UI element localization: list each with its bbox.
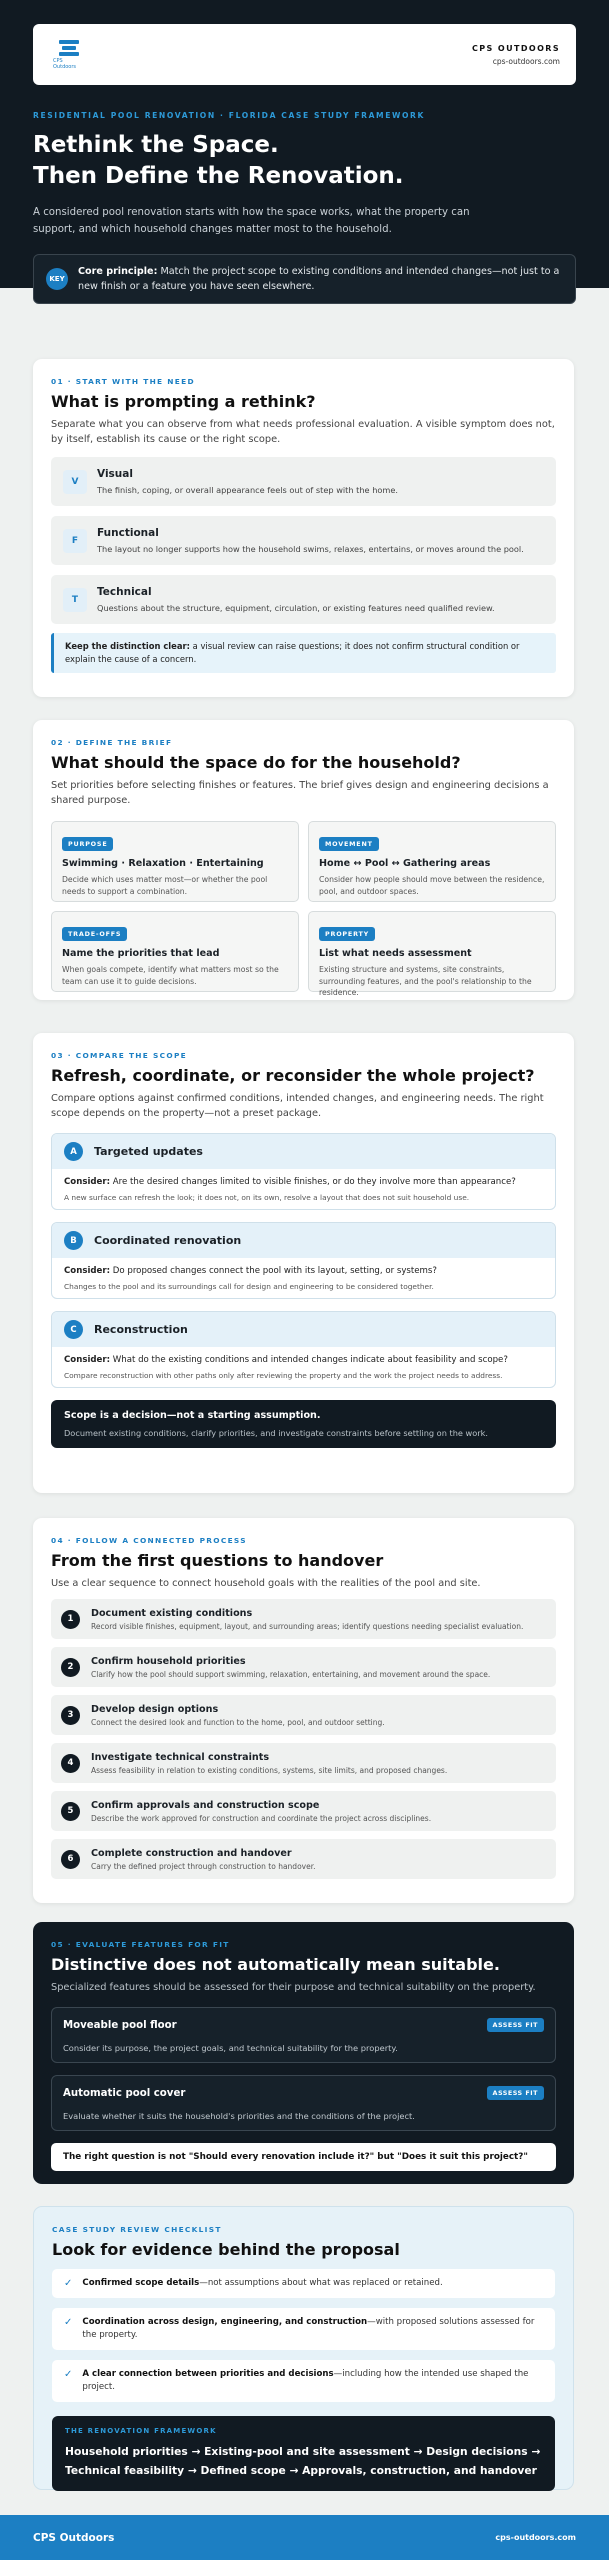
section-title: Distinctive does not automatically mean suitable. (51, 1955, 500, 1974)
section-features (33, 1922, 574, 2184)
section-desc: Use a clear sequence to connect household goals with the realities of the pool and site. (51, 1578, 481, 1589)
process-step: 6 Complete construction and handover Carry the defined project through construction to handover. (51, 1839, 556, 1879)
section-kicker: 04 · FOLLOW A CONNECTED PROCESS (51, 1536, 247, 1545)
section-kicker: 05 · EVALUATE FEATURES FOR FIT (51, 1940, 230, 1949)
brief-tile: MOVEMENT Home ↔ Pool ↔ Gathering areas Consider how people should move between the residence, pool, and outdoor spaces. (308, 821, 556, 902)
need-functional: F Functional The layout no longer supports how the household swims, relaxes, entertains, or moves around the pool. (51, 516, 556, 565)
section-scope (33, 1033, 574, 1493)
feature-card: Automatic pool cover ASSESS FIT Evaluate whether it suits the household's priorities and the conditions of the project. (51, 2075, 556, 2131)
brief-tile: TRADE-OFFS Name the priorities that lead When goals compete, identify what matters most so the team can use it to guide decisions. (51, 911, 299, 992)
check-icon: ✓ (64, 2317, 73, 2328)
company-logo[interactable]: CPS Outdoors (53, 40, 85, 70)
fit-question: The right question is not "Should every renovation include it?" but "Does it suit this project?" (51, 2143, 556, 2171)
assess-fit-badge: ASSESS FIT (487, 2086, 544, 2100)
footer (0, 2515, 609, 2560)
brand-name: CPS OUTDOORS (472, 43, 560, 53)
need-technical: T Technical Questions about the structure, equipment, circulation, or existing features need qualified review. (51, 575, 556, 624)
section-title: What is prompting a rethink? (51, 392, 316, 411)
renovation-framework: THE RENOVATION FRAMEWORK Household priorities → Existing-pool and site assessment → Design decisions → Technical feasibility → Defined scope → Approvals, construction, and handover (52, 2416, 555, 2491)
process-step: 2 Confirm household priorities Clarify how the pool should support swimming, relaxation, entertaining, and movement around the space. (51, 1647, 556, 1687)
distinction-note: Keep the distinction clear: a visual review can raise questions; it does not confirm structural condition or explain the cause of a concern. (51, 633, 556, 673)
section-title: What should the space do for the household? (51, 753, 461, 772)
scope-option: B Coordinated renovation Consider: Do proposed changes connect the pool with its layout, setting, or systems? Changes to the pool and its surroundings call for design and engineering to be considered together. (51, 1222, 556, 1299)
section-kicker: 03 · COMPARE THE SCOPE (51, 1051, 188, 1060)
section-desc: Specialized features should be assessed for their purpose and technical suitability on the property. (51, 1982, 536, 1993)
scope-callout: Scope is a decision—not a starting assumption. Document existing conditions, clarify priorities, and investigate constraints before settling on the work. (51, 1400, 556, 1448)
checklist-item: ✓ Coordination across design, engineering, and construction—with proposed solutions assessed for the property. (52, 2308, 555, 2350)
section-title: Look for evidence behind the proposal (52, 2240, 400, 2259)
hero-kicker: RESIDENTIAL POOL RENOVATION · FLORIDA CASE STUDY FRAMEWORK (33, 111, 425, 120)
scope-option: A Targeted updates Consider: Are the desired changes limited to visible finishes, or do they involve more than appearance? A new surface can refresh the look; it does not, on its own, resolve a layout that does not suit household use. (51, 1133, 556, 1210)
brand-url[interactable]: cps-outdoors.com (492, 56, 560, 66)
brief-tile: PURPOSE Swimming · Relaxation · Entertaining Decide which uses matter most—or whether the pool needs to support a combination. (51, 821, 299, 902)
footer-brand: CPS Outdoors (33, 2531, 115, 2544)
section-desc: Compare options against confirmed conditions, intended changes, and engineering needs. The right scope depends on the property—not a preset package. (51, 1093, 544, 1119)
section-title: From the first questions to handover (51, 1551, 384, 1570)
section-desc: Separate what you can observe from what needs professional evaluation. A visible symptom does not, by itself, establish its cause or the right scope. (51, 419, 555, 445)
process-step: 4 Investigate technical constraints Assess feasibility in relation to existing conditions, systems, site limits, and proposed changes. (51, 1743, 556, 1783)
section-title: Refresh, coordinate, or reconsider the whole project? (51, 1066, 535, 1085)
hero (0, 0, 609, 292)
brief-tile: PROPERTY List what needs assessment Existing structure and systems, site constraints, surrounding features, and the pool's relationship to the residence. (308, 911, 556, 992)
process-step: 5 Confirm approvals and construction scope Describe the work approved for construction and coordinate the project across disciplines. (51, 1791, 556, 1831)
process-step: 1 Document existing conditions Record visible finishes, equipment, layout, and surrounding areas; identify questions needing specialist evaluation. (51, 1599, 556, 1639)
section-brief (33, 720, 574, 1000)
section-need (33, 359, 574, 697)
scope-option: C Reconstruction Consider: What do the existing conditions and intended changes indicate about feasibility and scope? Compare reconstruction with other paths only after reviewing the property and the work the project needs to address. (51, 1311, 556, 1388)
check-icon: ✓ (64, 2369, 73, 2380)
brand-block (472, 44, 560, 66)
page-title: Rethink the Space. Then Define the Renovation. (33, 132, 404, 189)
section-process (33, 1518, 574, 1903)
checklist-item: ✓ Confirmed scope details—not assumptions about what was replaced or retained. (52, 2269, 555, 2298)
key-icon: KEY (46, 268, 68, 290)
core-principle: KEY Core principle: Match the project scope to existing conditions and intended changes—not just to a new finish or a feature you have seen elsewhere. (33, 254, 576, 304)
section-checklist (33, 2206, 574, 2490)
checklist-item: ✓ A clear connection between priorities and decisions—including how the intended use shaped the project. (52, 2360, 555, 2402)
check-icon: ✓ (64, 2278, 73, 2289)
section-desc: Set priorities before selecting finishes or features. The brief gives design and engineering decisions a shared purpose. (51, 780, 549, 806)
section-kicker: 01 · START WITH THE NEED (51, 377, 195, 386)
process-step: 3 Develop design options Connect the desired look and function to the home, pool, and outdoor setting. (51, 1695, 556, 1735)
section-kicker: 02 · DEFINE THE BRIEF (51, 738, 173, 747)
assess-fit-badge: ASSESS FIT (487, 2018, 544, 2032)
feature-card: Moveable pool floor ASSESS FIT Consider its purpose, the project goals, and technical suitability for the property. (51, 2007, 556, 2063)
hero-lead: A considered pool renovation starts with how the space works, what the property can support, and which household changes matter most to the household. (33, 207, 470, 235)
logo-bar (33, 24, 576, 85)
need-visual: V Visual The finish, coping, or overall appearance feels out of step with the home. (51, 457, 556, 506)
section-kicker: CASE STUDY REVIEW CHECKLIST (52, 2225, 222, 2234)
footer-url[interactable]: cps-outdoors.com (495, 2533, 576, 2542)
